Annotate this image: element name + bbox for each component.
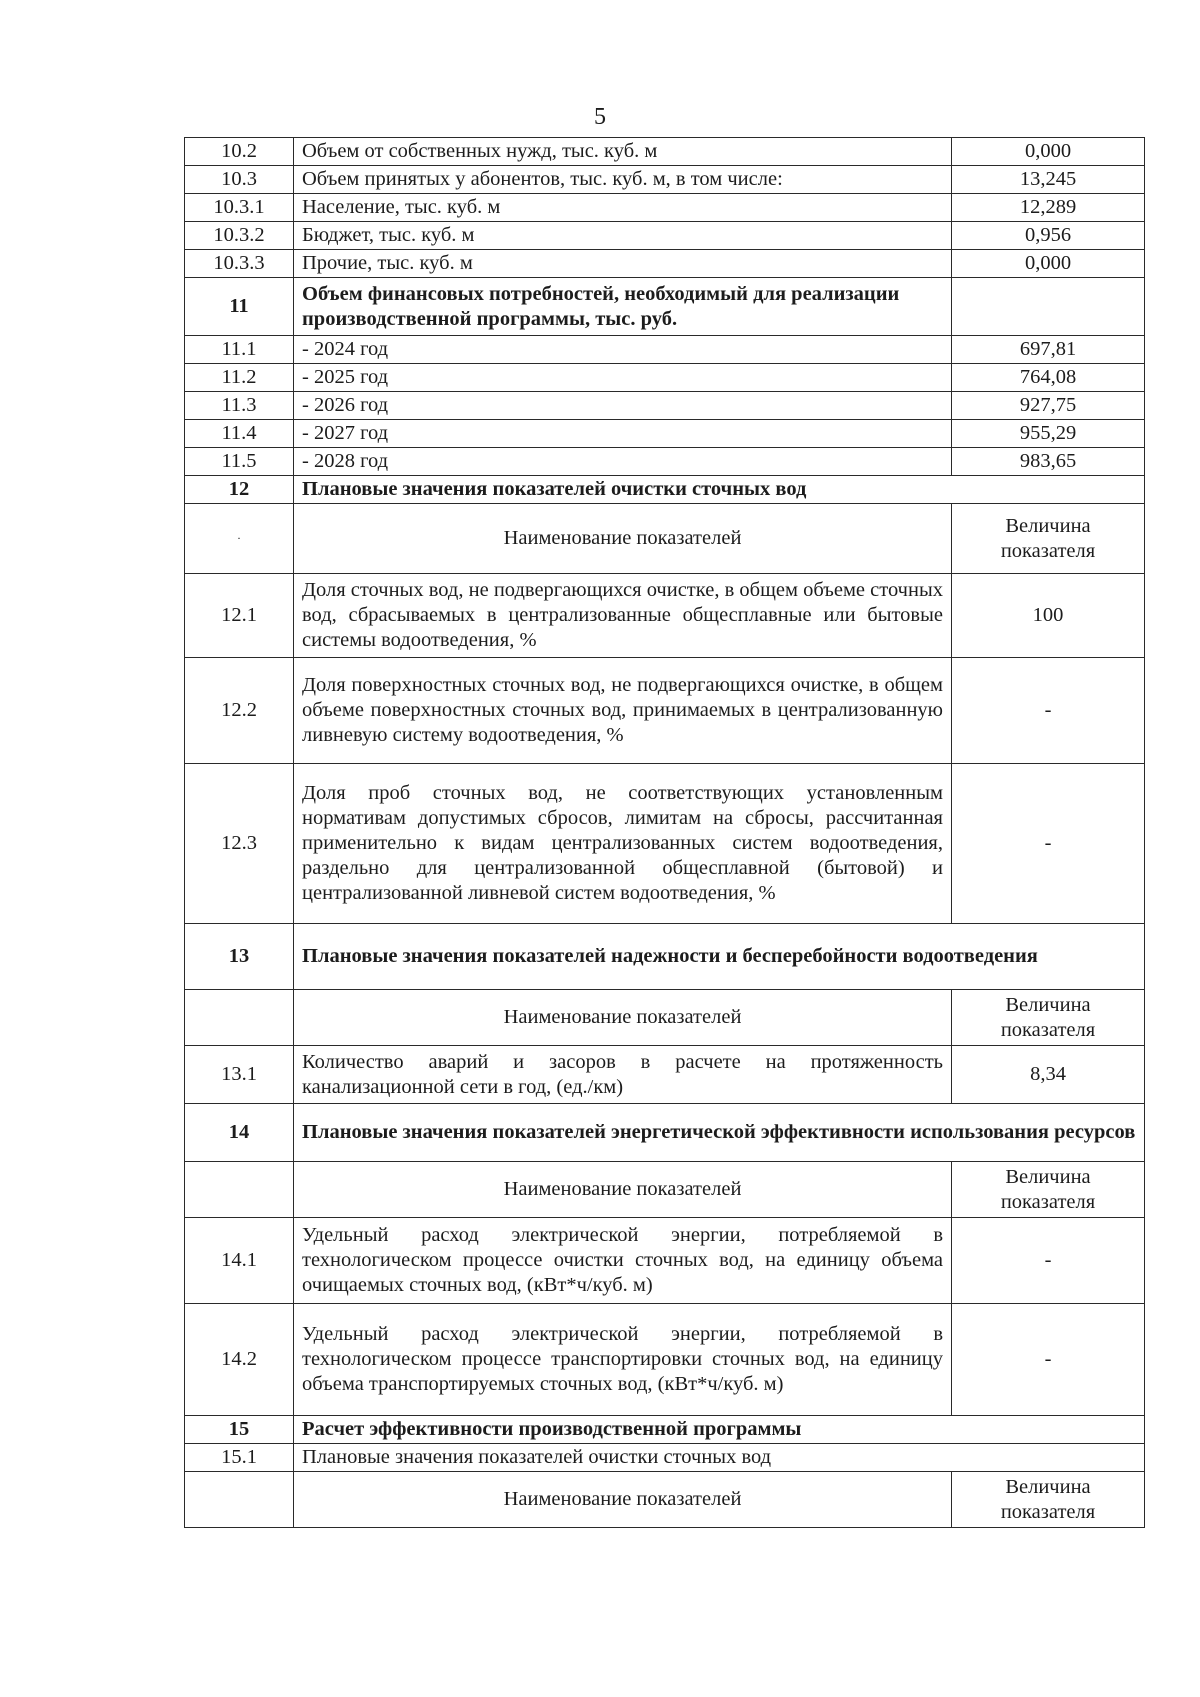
empty-cell bbox=[185, 990, 294, 1046]
column-header-row bbox=[185, 990, 1145, 1046]
column-header-name: Наименование показателей bbox=[294, 1162, 952, 1218]
section-number: 11 bbox=[185, 278, 294, 336]
section-header-row bbox=[185, 924, 1145, 990]
row-value: 983,65 bbox=[952, 448, 1145, 476]
row-value: - bbox=[952, 764, 1145, 924]
row-number: 11.2 bbox=[185, 364, 294, 392]
row-text: - 2025 год bbox=[294, 364, 952, 392]
column-header-value: Величина показателя bbox=[952, 1162, 1145, 1218]
row-text: Доля поверхностных сточных вод, не подвергающихся очистке, в общем объеме поверхностных сточных вод, принимаемых в централизованную ливневую систему водоотведения, % bbox=[294, 658, 952, 764]
row-number: 11.4 bbox=[185, 420, 294, 448]
section-number: 13 bbox=[185, 924, 294, 990]
table-row bbox=[185, 222, 1145, 250]
table-row bbox=[185, 336, 1145, 364]
row-value: - bbox=[952, 658, 1145, 764]
row-text: Удельный расход электрической энергии, потребляемой в технологическом процессе очистки сточных вод, на единицу объема очищаемых сточных вод, (кВт*ч/куб. м) bbox=[294, 1218, 952, 1304]
row-text: - 2028 год bbox=[294, 448, 952, 476]
row-number: 14.1 bbox=[185, 1218, 294, 1304]
row-text: Объем принятых у абонентов, тыс. куб. м, в том числе: bbox=[294, 166, 952, 194]
table-row bbox=[185, 1218, 1145, 1304]
row-text: Количество аварий и засоров в расчете на протяженность канализационной сети в год, (ед./км) bbox=[294, 1046, 952, 1104]
row-value: 0,000 bbox=[952, 250, 1145, 278]
row-number: 11.1 bbox=[185, 336, 294, 364]
table-row bbox=[185, 420, 1145, 448]
section-header-row bbox=[185, 278, 1145, 336]
table-row bbox=[185, 250, 1145, 278]
indicators-table bbox=[184, 137, 1145, 1528]
section-number: 15 bbox=[185, 1416, 294, 1444]
row-text: - 2026 год bbox=[294, 392, 952, 420]
table-row bbox=[185, 166, 1145, 194]
row-number: 11.5 bbox=[185, 448, 294, 476]
row-number: 12.3 bbox=[185, 764, 294, 924]
row-text: Плановые значения показателей очистки сточных вод bbox=[294, 1444, 1145, 1472]
column-header-row bbox=[185, 504, 1145, 574]
row-text: Доля проб сточных вод, не соответствующих установленным нормативам допустимых сбросов, лимитам на сбросы, рассчитанная применительно к видам централизованных систем водоотведения, раздельно для централизованной общесплавной (бытовой) и централизованной ливневой систем водоотведения, % bbox=[294, 764, 952, 924]
empty-cell bbox=[952, 278, 1145, 336]
row-text: Доля сточных вод, не подвергающихся очистке, в общем объеме сточных вод, сбрасываемых в централизованные общесплавные или бытовые системы водоотведения, % bbox=[294, 574, 952, 658]
table-row bbox=[185, 194, 1145, 222]
page-number: 5 bbox=[594, 104, 606, 130]
section-header-row bbox=[185, 1104, 1145, 1162]
column-header-value: Величина показателя bbox=[952, 990, 1145, 1046]
table-row bbox=[185, 448, 1145, 476]
dot-mark: · bbox=[185, 504, 294, 574]
row-text: Прочие, тыс. куб. м bbox=[294, 250, 952, 278]
table-row bbox=[185, 1304, 1145, 1416]
section-title: Плановые значения показателей энергетической эффективности использования ресурсов bbox=[294, 1104, 1145, 1162]
column-header-value: Величина показателя bbox=[952, 504, 1145, 574]
column-header-name: Наименование показателей bbox=[294, 504, 952, 574]
section-header-row bbox=[185, 1416, 1145, 1444]
row-value: 100 bbox=[952, 574, 1145, 658]
table-row bbox=[185, 574, 1145, 658]
column-header-row bbox=[185, 1162, 1145, 1218]
row-text: Население, тыс. куб. м bbox=[294, 194, 952, 222]
section-title: Плановые значения показателей надежности и бесперебойности водоотведения bbox=[294, 924, 1145, 990]
row-number: 12.1 bbox=[185, 574, 294, 658]
column-header-name: Наименование показателей bbox=[294, 1472, 952, 1528]
row-text: - 2027 год bbox=[294, 420, 952, 448]
column-header-name: Наименование показателей bbox=[294, 990, 952, 1046]
section-title: Объем финансовых потребностей, необходимый для реализации производственной программы, тыс. руб. bbox=[294, 278, 952, 336]
table-row bbox=[185, 364, 1145, 392]
row-value: 0,956 bbox=[952, 222, 1145, 250]
row-value: 955,29 bbox=[952, 420, 1145, 448]
row-text: Бюджет, тыс. куб. м bbox=[294, 222, 952, 250]
section-number: 14 bbox=[185, 1104, 294, 1162]
empty-cell bbox=[185, 1472, 294, 1528]
row-number: 13.1 bbox=[185, 1046, 294, 1104]
column-header-row bbox=[185, 1472, 1145, 1528]
row-value: 764,08 bbox=[952, 364, 1145, 392]
row-number: 14.2 bbox=[185, 1304, 294, 1416]
row-value: - bbox=[952, 1218, 1145, 1304]
row-value: 8,34 bbox=[952, 1046, 1145, 1104]
table-row bbox=[185, 392, 1145, 420]
table-row bbox=[185, 658, 1145, 764]
row-number: 10.3.3 bbox=[185, 250, 294, 278]
row-number: 15.1 bbox=[185, 1444, 294, 1472]
row-text: Объем от собственных нужд, тыс. куб. м bbox=[294, 138, 952, 166]
table-row bbox=[185, 764, 1145, 924]
empty-cell bbox=[185, 1162, 294, 1218]
row-value: - bbox=[952, 1304, 1145, 1416]
section-title: Расчет эффективности производственной программы bbox=[294, 1416, 1145, 1444]
row-text: - 2024 год bbox=[294, 336, 952, 364]
section-header-row bbox=[185, 476, 1145, 504]
table-row bbox=[185, 138, 1145, 166]
row-value: 0,000 bbox=[952, 138, 1145, 166]
row-number: 10.3.1 bbox=[185, 194, 294, 222]
row-number: 10.3.2 bbox=[185, 222, 294, 250]
row-number: 10.3 bbox=[185, 166, 294, 194]
column-header-value: Величина показателя bbox=[952, 1472, 1145, 1528]
table-row bbox=[185, 1046, 1145, 1104]
table-row bbox=[185, 1444, 1145, 1472]
row-number: 12.2 bbox=[185, 658, 294, 764]
row-value: 697,81 bbox=[952, 336, 1145, 364]
row-value: 12,289 bbox=[952, 194, 1145, 222]
section-title: Плановые значения показателей очистки сточных вод bbox=[294, 476, 1145, 504]
row-number: 10.2 bbox=[185, 138, 294, 166]
row-value: 13,245 bbox=[952, 166, 1145, 194]
row-value: 927,75 bbox=[952, 392, 1145, 420]
row-text: Удельный расход электрической энергии, потребляемой в технологическом процессе транспортировки сточных вод, на единицу объема транспортируемых сточных вод, (кВт*ч/куб. м) bbox=[294, 1304, 952, 1416]
section-number: 12 bbox=[185, 476, 294, 504]
row-number: 11.3 bbox=[185, 392, 294, 420]
